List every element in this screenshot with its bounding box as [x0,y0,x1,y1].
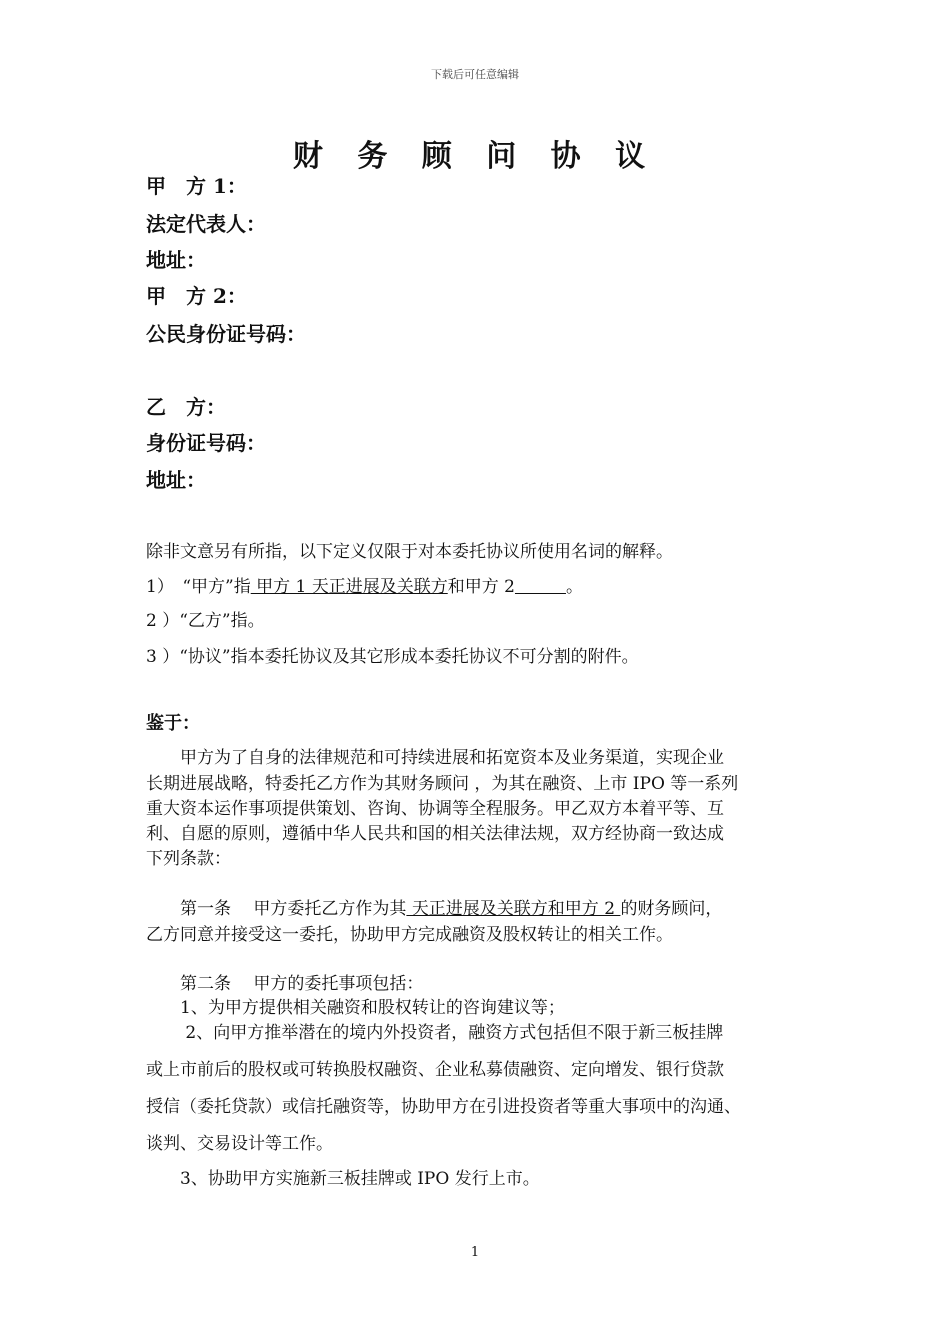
article-2-item-1: 1、为甲方提供相关融资和股权转让的咨询建议等； [146,998,565,1018]
whereas-line: 重大资本运作事项提供策划、咨询、协调等全程服务。甲乙双方本着平等、互 [146,799,724,819]
definitions-intro: 除非文意另有所指，以下定义仅限于对本委托协议所使用名词的解释。 [146,542,673,562]
party-b-address-label: 地址： [146,468,206,492]
article-2-item-2-line-4: 谈判、交易设计等工作。 [146,1134,333,1154]
definition-item-2: 2 ）“乙方”指。 [146,611,265,631]
article-1-underlined: 天正进展及关联方和甲方 2 [406,899,621,919]
article-2-item-3: 3、协助甲方实施新三板挂牌或 IPO 发行上市。 [146,1169,540,1189]
party-a1-label: 甲 方 1： [146,174,247,198]
definition-item-3: 3 ）“协议”指本委托协议及其它形成本委托协议不可分割的附件。 [146,647,639,667]
party-a2-label: 甲 方 2： [146,284,247,308]
legal-rep-label: 法定代表人： [146,212,266,236]
definition-item-1 [146,575,583,599]
page-number: 1 [470,1245,480,1260]
definition-item-1-blank [515,577,566,597]
citizen-id-label: 公民身份证号码： [146,322,306,346]
page-header: 下载后可任意编辑 [431,68,519,81]
whereas-line: 长期进展战略，特委托乙方作为其财务顾问 ，为其在融资、上市 IPO 等一系列 [146,774,739,794]
article-2-heading: 第二条 甲方的委托事项包括： [146,974,424,994]
document-title: 财 务 顾 问 协 议 [292,139,658,174]
whereas-line: 甲方为了自身的法律规范和可持续进展和拓宽资本及业务渠道，实现企业 [146,748,724,768]
article-1-line-2: 乙方同意并接受这一委托，协助甲方完成融资及股权转让的相关工作。 [146,925,673,945]
whereas-line: 下列条款： [146,849,231,869]
article-1-suffix: 的财务顾问， [620,899,723,919]
party-b-label: 乙 方： [146,395,226,419]
article-2-item-2-line-1: 2、向甲方推举潜在的境内外投资者，融资方式包括但不限于新三板挂牌 [146,1023,724,1043]
definition-item-1-suffix: 。 [565,577,583,597]
definition-item-1-underlined: 甲方 1 天正进展及关联方 [250,577,448,597]
definition-item-1-mid: 和甲方 2 [447,577,515,597]
article-2-item-2-line-2: 或上市前后的股权或可转换股权融资、企业私募债融资、定向增发、银行贷款 [146,1060,724,1080]
article-2-item-2-line-3: 授信（委托贷款）或信托融资等，协助甲方在引进投资者等重大事项中的沟通、 [146,1097,741,1117]
definition-item-1-prefix: 1） “甲方”指 [146,577,251,597]
article-1-prefix: 第一条 甲方委托乙方作为其 [146,899,407,919]
party-a1-address-label: 地址： [146,248,206,272]
whereas-line: 利、自愿的原则，遵循中华人民共和国的相关法律法规，双方经协商一致达成 [146,824,724,844]
article-1-line-1 [146,897,722,921]
whereas-heading: 鉴于： [146,713,200,734]
party-b-id-label: 身份证号码： [146,431,266,455]
